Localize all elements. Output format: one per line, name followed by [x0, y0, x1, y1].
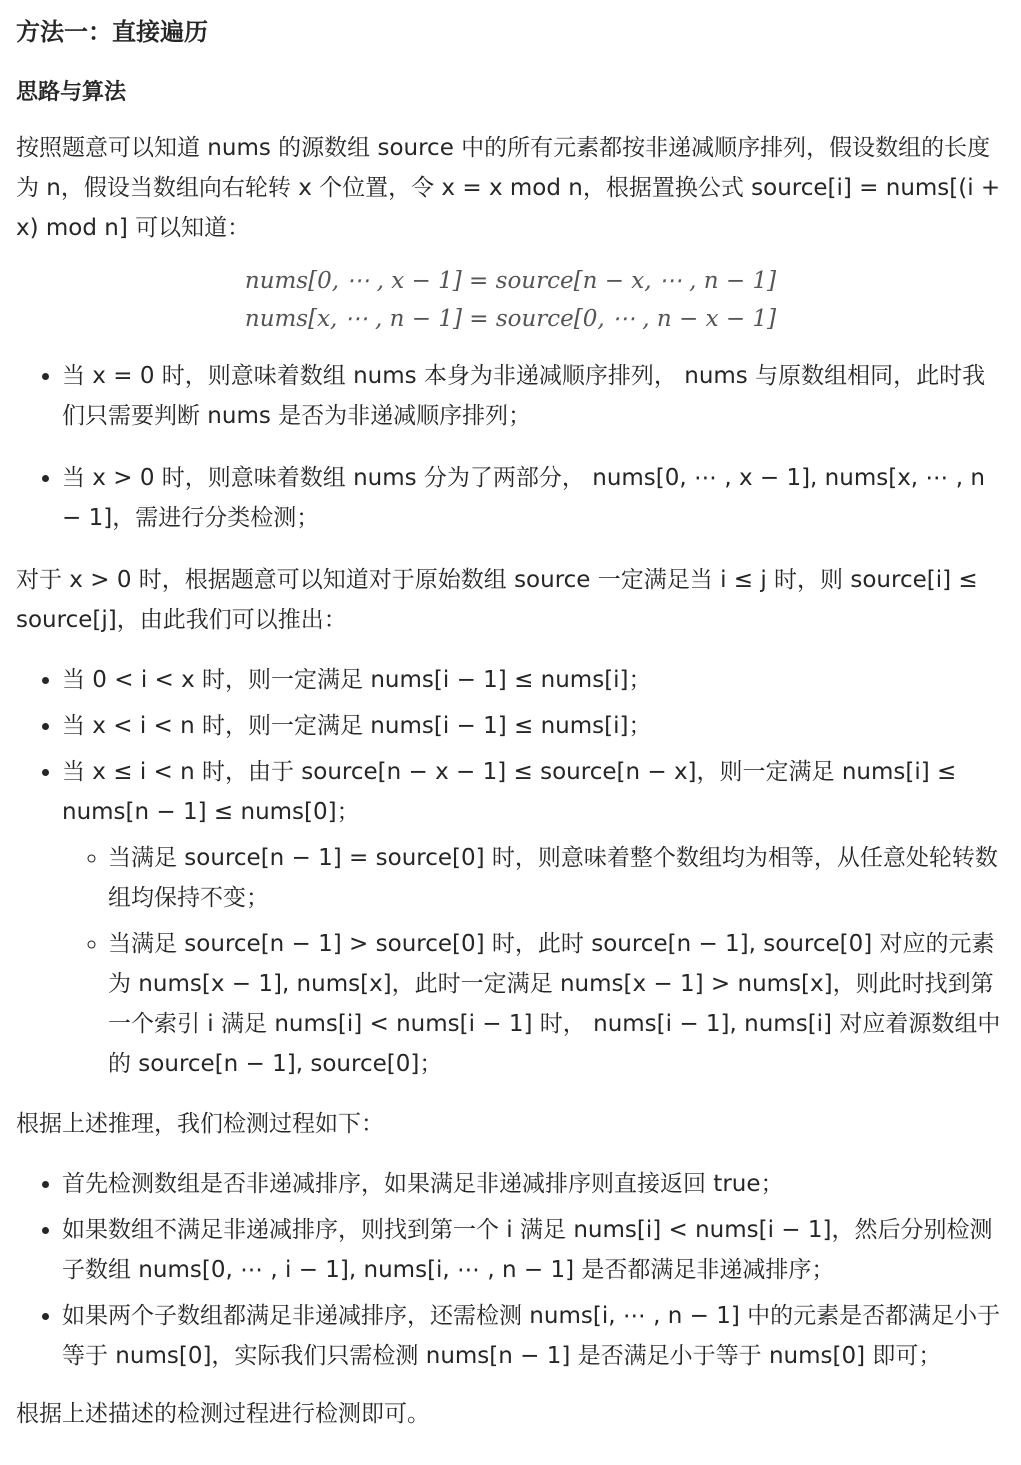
section-subtitle: 思路与算法 [16, 80, 127, 105]
sub-list-item: ◦ 当满足 source[n − 1] > source[0] 时，此时 source[n − 1], source[0] 对应的元素为 nums[x − 1], nums[x]，此时一定满足 nums[x − 1] > nums[x]，则此时找到第一个索引 i 满足 nums[i] < nums[i − 1] 时， nums[i − 1], nums[i] 对应着源数组中的 source[n − 1], source[0]； [108, 924, 1005, 1084]
list-item: • 当 x < i < n 时，则一定满足 nums[i − 1] ≤ nums[i]； [62, 706, 1005, 746]
case-list [16, 356, 1005, 538]
equation-line-1: nums[0, ⋯ , x − 1] = source[n − x, ⋯ , n − 1] [244, 268, 777, 294]
list-item: • 首先检测数组是否非递减排序，如果满足非递减排序则直接返回 true； [62, 1164, 1005, 1204]
procedure-list [16, 1164, 1005, 1376]
paragraph-derivation: 对于 x > 0 时，根据题意可以知道对于原始数组 source 一定满足当 i ≤ j 时，则 source[i] ≤ source[j]，由此我们可以推出： [16, 567, 978, 633]
sub-list-item: ◦ 当满足 source[n − 1] = source[0] 时，则意味着整个数组均为相等，从任意处轮转数组均保持不变； [108, 838, 1005, 918]
paragraph-procedure: 根据上述推理，我们检测过程如下： [16, 1111, 384, 1137]
equation-line-2: nums[x, ⋯ , n − 1] = source[0, ⋯ , n − x − 1] [244, 306, 777, 332]
paragraph-intro: 按照题意可以知道 nums 的源数组 source 中的所有元素都按非递减顺序排列，假设数组的长度为 n，假设当数组向右轮转 x 个位置，令 x = x mod n，根据置换公式 source[i] = nums[(i + x) mod n] 可以知道： [16, 135, 1001, 241]
list-item: • 当 x > 0 时，则意味着数组 nums 分为了两部分， nums[0, ⋯ , x − 1], nums[x, ⋯ , n − 1]，需进行分类检测； [62, 458, 1005, 538]
sub-list [62, 838, 1005, 1084]
list-item: • 当 x = 0 时，则意味着数组 nums 本身为非递减顺序排列， nums 与原数组相同，此时我们只需要判断 nums 是否为非递减顺序排列； [62, 356, 1005, 436]
list-item: • 如果两个子数组都满足非递减排序，还需检测 nums[i, ⋯ , n − 1] 中的元素是否都满足小于等于 nums[0]，实际我们只需检测 nums[n − 1] 是否满足小于等于 nums[0] 即可； [62, 1296, 1005, 1376]
section-title: 方法一：直接遍历 [16, 18, 208, 46]
list-item-text: 当 x ≤ i < n 时，由于 source[n − x − 1] ≤ source[n − x]，则一定满足 nums[i] ≤ nums[n − 1] ≤ nums[0]； [62, 759, 957, 825]
paragraph-conclusion: 根据上述描述的检测过程进行检测即可。 [16, 1401, 430, 1427]
list-item: • 当 0 < i < x 时，则一定满足 nums[i − 1] ≤ nums[i]； [62, 660, 1005, 700]
list-item: • 如果数组不满足非递减排序，则找到第一个 i 满足 nums[i] < nums[i − 1]，然后分别检测子数组 nums[0, ⋯ , i − 1], nums[i, ⋯ , n − 1] 是否都满足非递减排序； [62, 1210, 1005, 1290]
list-item [62, 752, 1005, 1084]
derivation-list [16, 660, 1005, 1084]
equation-block [16, 262, 1005, 338]
